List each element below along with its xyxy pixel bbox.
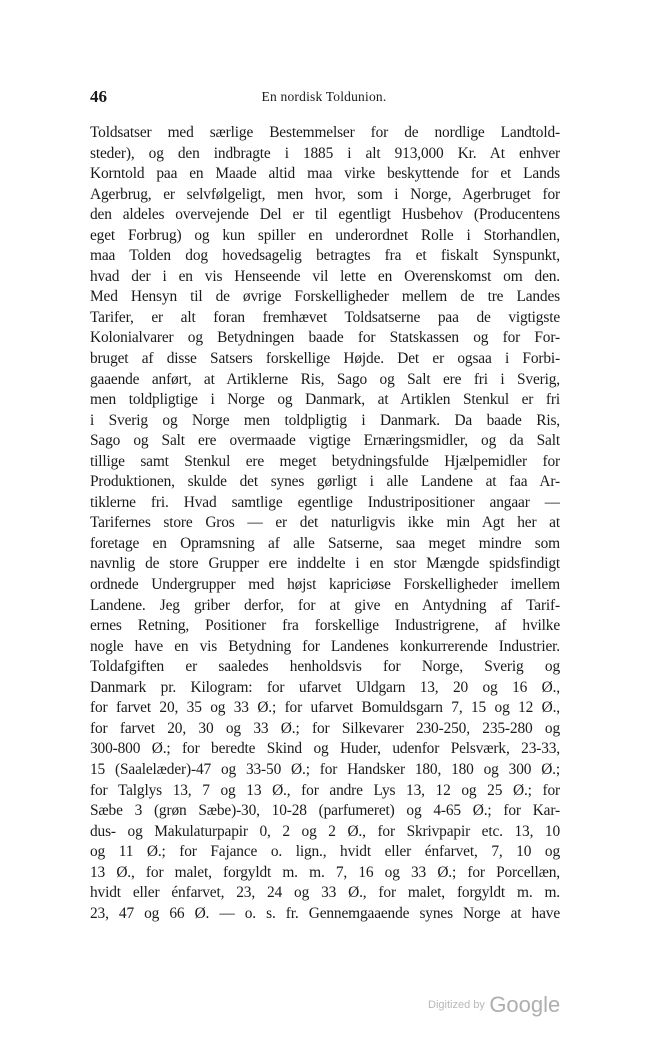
text-line: 23, 47 og 66 Ø. — o. s. fr. Gennemgaaende synes Norge at have xyxy=(90,904,560,922)
text-line: bruget af disse Satsers forskellige Højde. Det er ogsaa i Forbi- xyxy=(90,350,560,368)
text-line: Kolonialvarer og Betydningen baade for Statskassen og for For- xyxy=(90,329,560,347)
text-line: eget Forbrug) og kun spiller en underordnet Rolle i Storhandlen, xyxy=(90,226,560,244)
page-header xyxy=(90,87,558,109)
body-text xyxy=(90,123,560,924)
text-line: maa Tolden dog hovedsagelig betragtes fra et fiskalt Synspunkt, xyxy=(90,247,560,265)
text-line: tillige samt Stenkul ere meget betydningsfulde Hjælpemidler for xyxy=(90,452,560,470)
digitized-by-text: Digitized by xyxy=(428,999,485,1011)
text-line: hvad der i en vis Henseende vil lette en Overenskomst om den. xyxy=(90,267,560,285)
text-line: Sago og Salt ere overmaade vigtige Ernæringsmidler, og da Salt xyxy=(90,432,560,450)
text-line: dus- og Makulaturpapir 0, 2 og 2 Ø., for Skrivpapir etc. 13, 10 xyxy=(90,822,560,840)
text-line: for Talglys 13, 7 og 13 Ø., for andre Lys 13, 12 og 25 Ø.; for xyxy=(90,781,560,799)
text-line: ordnede Undergrupper med højst kapriciøse Forskelligheder imellem xyxy=(90,576,560,594)
text-line: den aldeles overvejende Del er til egentligt Husbehov (Producentens xyxy=(90,206,560,224)
text-line: for farvet 20, 35 og 33 Ø.; for ufarvet Bomuldsgarn 7, 15 og 12 Ø., xyxy=(90,699,560,717)
text-line: steder), og den indbragte i 1885 i alt 913,000 Kr. At enhver xyxy=(90,144,560,162)
text-line: Tarifernes store Gros — er det naturligvis ikke min Agt her at xyxy=(90,514,560,532)
text-line: 300-800 Ø.; for beredte Skind og Huder, udenfor Pelsværk, 23-33, xyxy=(90,740,560,758)
text-line: Landene. Jeg griber derfor, for at give en Antydning af Tarif- xyxy=(90,596,560,614)
text-line: hvidt eller énfarvet, 23, 24 og 33 Ø., for malet, forgyldt m. m. xyxy=(90,884,560,902)
text-line: for farvet 20, 30 og 33 Ø.; for Silkevarer 230-250, 235-280 og xyxy=(90,719,560,737)
text-line: 15 (Saalelæder)-47 og 33-50 Ø.; for Handsker 180, 180 og 300 Ø.; xyxy=(90,760,560,778)
text-line: foretage en Opramsning af alle Satserne, saa meget mindre som xyxy=(90,534,560,552)
digitization-watermark xyxy=(428,992,560,1018)
text-line: ernes Retning, Positioner fra forskellige Industrigrene, af hvilke xyxy=(90,617,560,635)
text-line: nogle have en vis Betydning for Landenes konkurrerende Industrier. xyxy=(90,637,560,655)
text-line: Toldsatser med særlige Bestemmelser for de nordlige Landtold- xyxy=(90,124,560,141)
text-line: i Sverig og Norge men toldpligtig i Danmark. Da baade Ris, xyxy=(90,411,560,429)
text-line: Danmark pr. Kilogram: for ufarvet Uldgarn 13, 20 og 16 Ø., xyxy=(90,678,560,696)
text-line: Korntold paa en Maade altid maa virke beskyttende for et Lands xyxy=(90,165,560,183)
text-line: Toldafgiften er saaledes henholdsvis for Norge, Sverig og xyxy=(90,658,560,676)
text-line: tiklerne fri. Hvad samtlige egentlige Industripositioner angaar — xyxy=(90,493,560,511)
google-logo: Google xyxy=(489,992,561,1017)
text-line: Produktionen, skulde det synes gørligt i alle Landene at faa Ar- xyxy=(90,473,560,491)
text-line: navnlig de store Grupper ere inddelte i en stor Mængde spidsfindigt xyxy=(90,555,560,573)
running-title: En nordisk Toldunion. xyxy=(261,89,387,104)
text-line: men toldpligtige i Norge og Danmark, at Artiklen Stenkul er fri xyxy=(90,391,560,409)
text-line: 13 Ø., for malet, forgyldt m. m. 7, 16 og 33 Ø.; for Porcellæn, xyxy=(90,863,560,881)
text-line: Agerbrug, er selvfølgeligt, men hvor, som i Norge, Agerbruget for xyxy=(90,185,560,203)
text-line: Sæbe 3 (grøn Sæbe)-30, 10-28 (parfumeret) og 4-65 Ø.; for Kar- xyxy=(90,802,560,820)
text-line: Tarifer, er alt foran fremhævet Toldsatserne paa de vigtigste xyxy=(90,308,560,326)
text-line: og 11 Ø.; for Fajance o. lign., hvidt eller énfarvet, 7, 10 og xyxy=(90,843,560,861)
text-line: gaaende anført, at Artiklerne Ris, Sago og Salt ere fri i Sverig, xyxy=(90,370,560,388)
page-number: 46 xyxy=(90,87,107,106)
text-line: Med Hensyn til de øvrige Forskelligheder mellem de tre Landes xyxy=(90,288,560,306)
